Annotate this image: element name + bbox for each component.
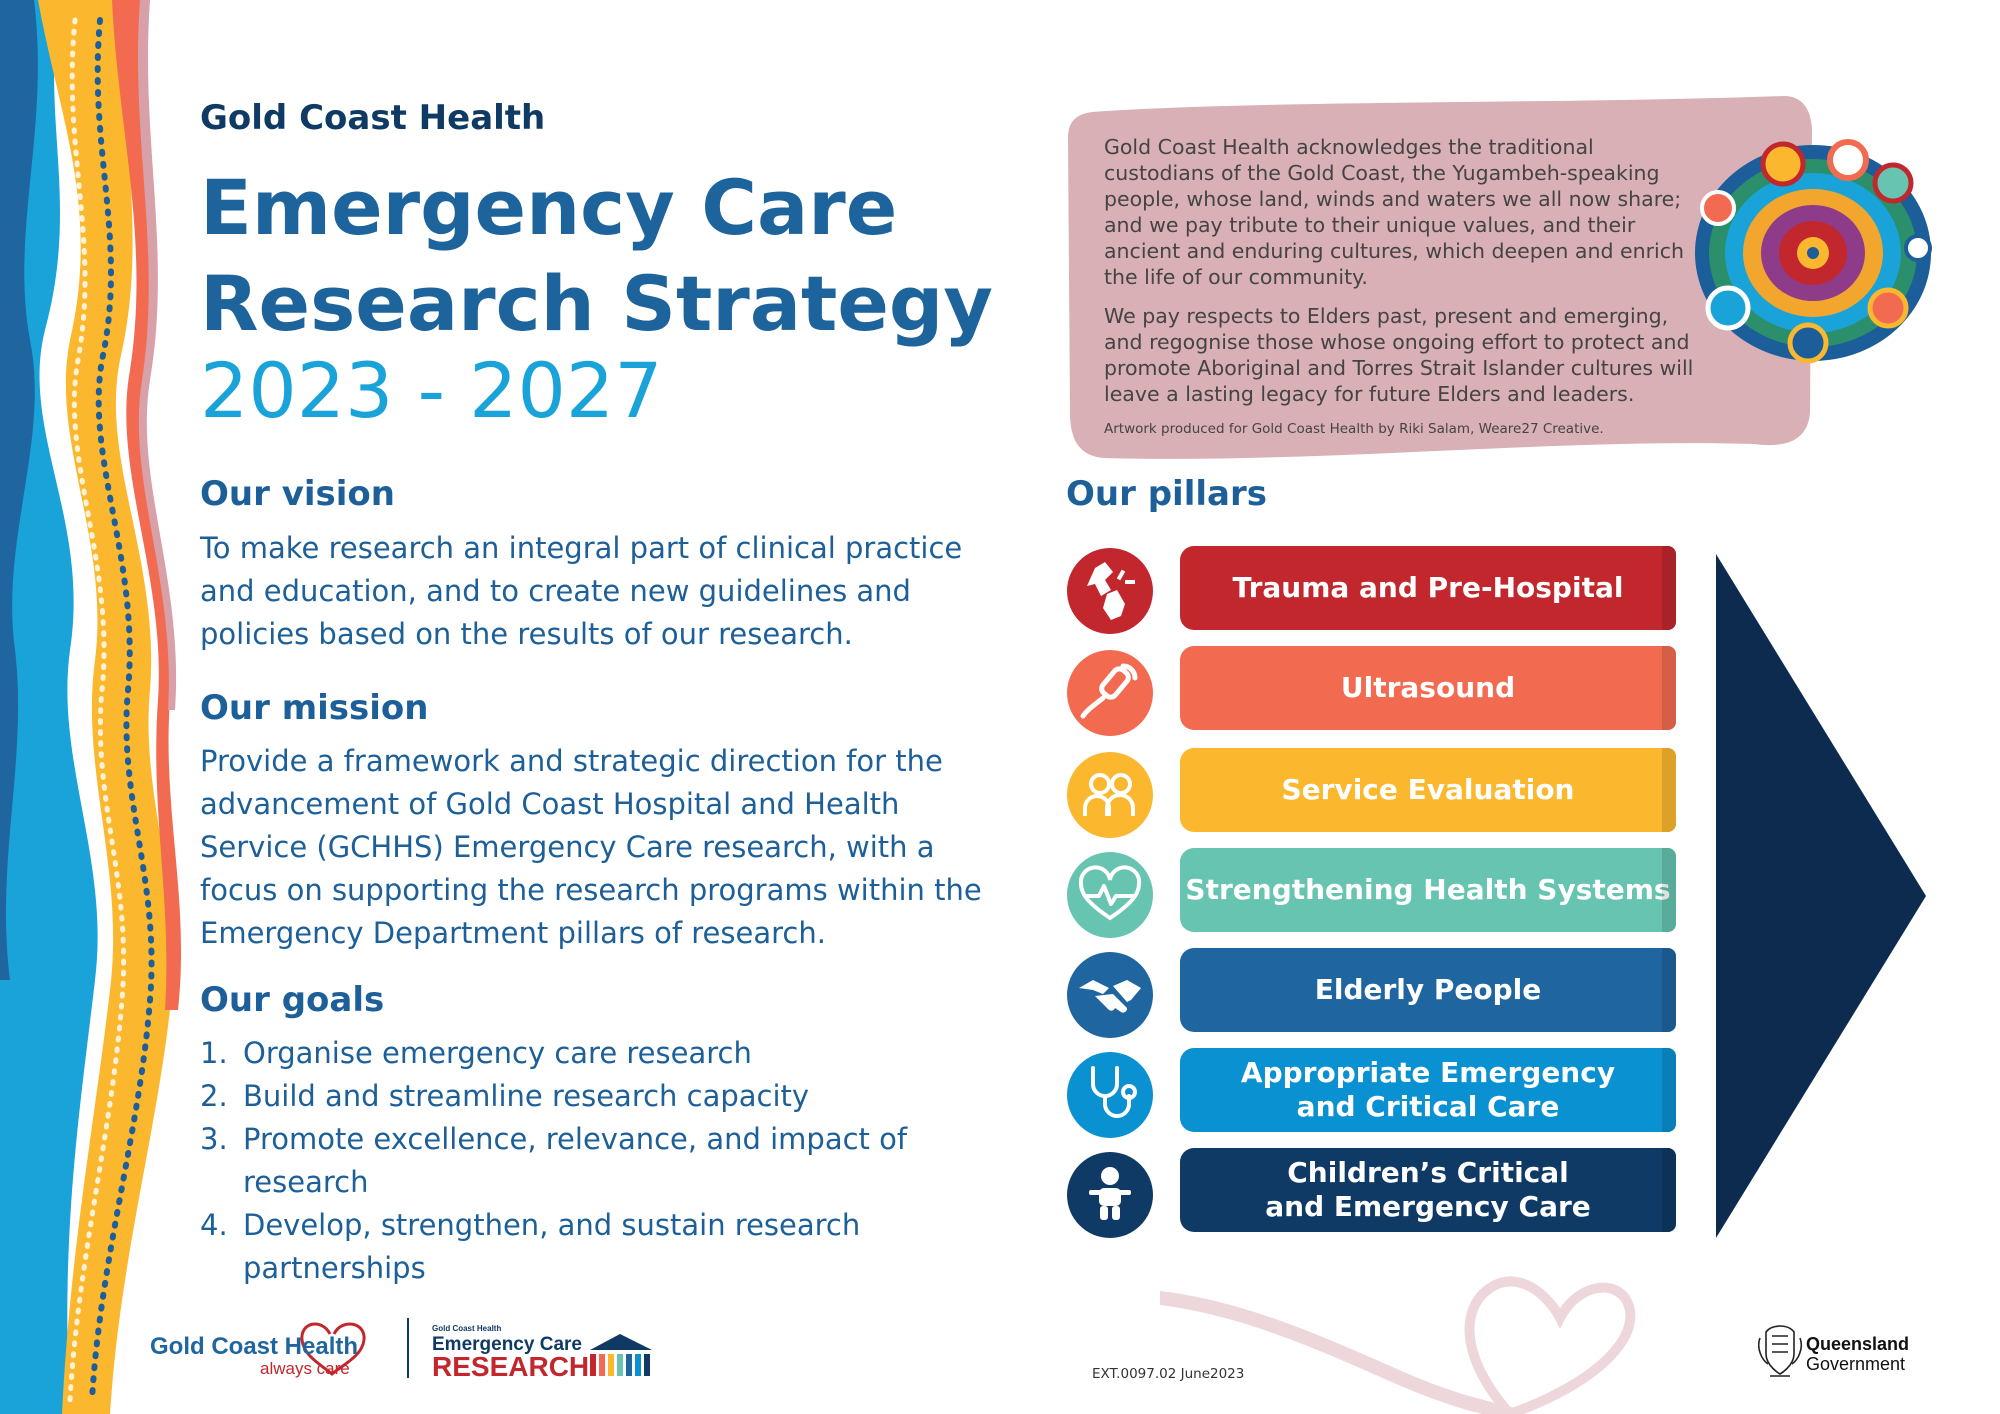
svg-text:Gold Coast Health: Gold Coast Health [432, 1324, 502, 1333]
pillar-trauma: Trauma and Pre-Hospital [1180, 546, 1676, 630]
mission-text: Provide a framework and strategic direction for the advancement of Gold Coast Hospital and Health Service (GCHHS) Emergency Care research, with a focus on supporting the research programs within the Emergency Department pillars of research. [200, 744, 982, 950]
goal-item: 3. Promote excellence, relevance, and impact of research [200, 1122, 908, 1199]
acknowledgement-para-2: We pay respects to Elders past, present and emerging, and regognise those whose ongoing effort to protect and promote Aboriginal and Torres Strait Islander cultures will leave a lasting legacy for future Elders and leaders. [1104, 304, 1694, 406]
goal-item: 4. Develop, strengthen, and sustain research partnerships [200, 1208, 861, 1285]
baby-icon [1067, 1152, 1153, 1238]
svg-text:Gold Coast Health: Gold Coast Health [150, 1333, 359, 1360]
goals-list [200, 1032, 1000, 1290]
title-line-1: Emergency Care [200, 163, 898, 252]
acknowledgement-para-1: Gold Coast Health acknowledges the traditional custodians of the Gold Coast, the Yugambeh-speaking people, whose land, winds and waters we all now share; and we pay tribute to their unique values, and their ancient and enduring cultures, which deepen and enrich the life of our community. [1104, 135, 1684, 289]
document-code: EXT.0097.02 June2023 [1092, 1366, 1245, 1382]
people-icon [1067, 752, 1153, 838]
strategy-years: 2023 - 2027 [200, 346, 663, 435]
vision-text: To make research an integral part of clinical practice and education, and to create new guidelines and policies based on the results of our research. [200, 531, 963, 651]
broken-bone-icon [1067, 548, 1153, 634]
svg-text:Emergency Care: Emergency Care [432, 1334, 582, 1355]
logo-divider [407, 1318, 409, 1378]
svg-text:Government: Government [1806, 1354, 1906, 1374]
stethoscope-icon [1067, 1052, 1153, 1138]
mission-heading: Our mission [200, 688, 429, 728]
goal-item: 2. Build and streamline research capacity [200, 1079, 810, 1113]
handshake-icon [1067, 952, 1153, 1038]
org-name: Gold Coast Health [200, 98, 546, 138]
artwork-credit: Artwork produced for Gold Coast Health by Riki Salam, Weare27 Creative. [1104, 421, 1604, 437]
heart-brush-decoration [1160, 1268, 1660, 1414]
heart-pulse-icon [1067, 852, 1153, 938]
pillar-health-systems: Strengthening Health Systems [1180, 848, 1676, 932]
pillar-service-evaluation: Service Evaluation [1180, 748, 1676, 832]
pillar-ultrasound: Ultrasound [1180, 646, 1676, 730]
ultrasound-probe-icon [1067, 650, 1153, 736]
pillar-emergency-critical-care: Appropriate Emergency and Critical Care [1180, 1048, 1676, 1132]
title-line-2: Research Strategy [200, 259, 993, 348]
gold-coast-health-logo [150, 1312, 380, 1382]
goal-item: 1. Organise emergency care research [200, 1036, 752, 1070]
page-title [200, 160, 993, 352]
pillar-elderly-people: Elderly People [1180, 948, 1676, 1032]
goals-heading: Our goals [200, 980, 385, 1020]
pillars-heading: Our pillars [1066, 474, 1267, 514]
indigenous-artwork-strip [0, 0, 190, 1414]
acknowledgement-text [1104, 134, 1704, 420]
svg-text:always care: always care [260, 1359, 350, 1378]
vision-heading: Our vision [200, 474, 395, 514]
svg-text:RESEARCH: RESEARCH [432, 1351, 590, 1382]
emergency-care-research-logo [430, 1322, 660, 1382]
queensland-government-logo [1758, 1320, 1938, 1384]
svg-text:Queensland: Queensland [1806, 1334, 1910, 1354]
pillar-childrens-care: Children’s Critical and Emergency Care [1180, 1148, 1676, 1232]
indigenous-art-circle-icon [1688, 138, 1938, 368]
pillars-arrow-shape [1716, 554, 1926, 1238]
